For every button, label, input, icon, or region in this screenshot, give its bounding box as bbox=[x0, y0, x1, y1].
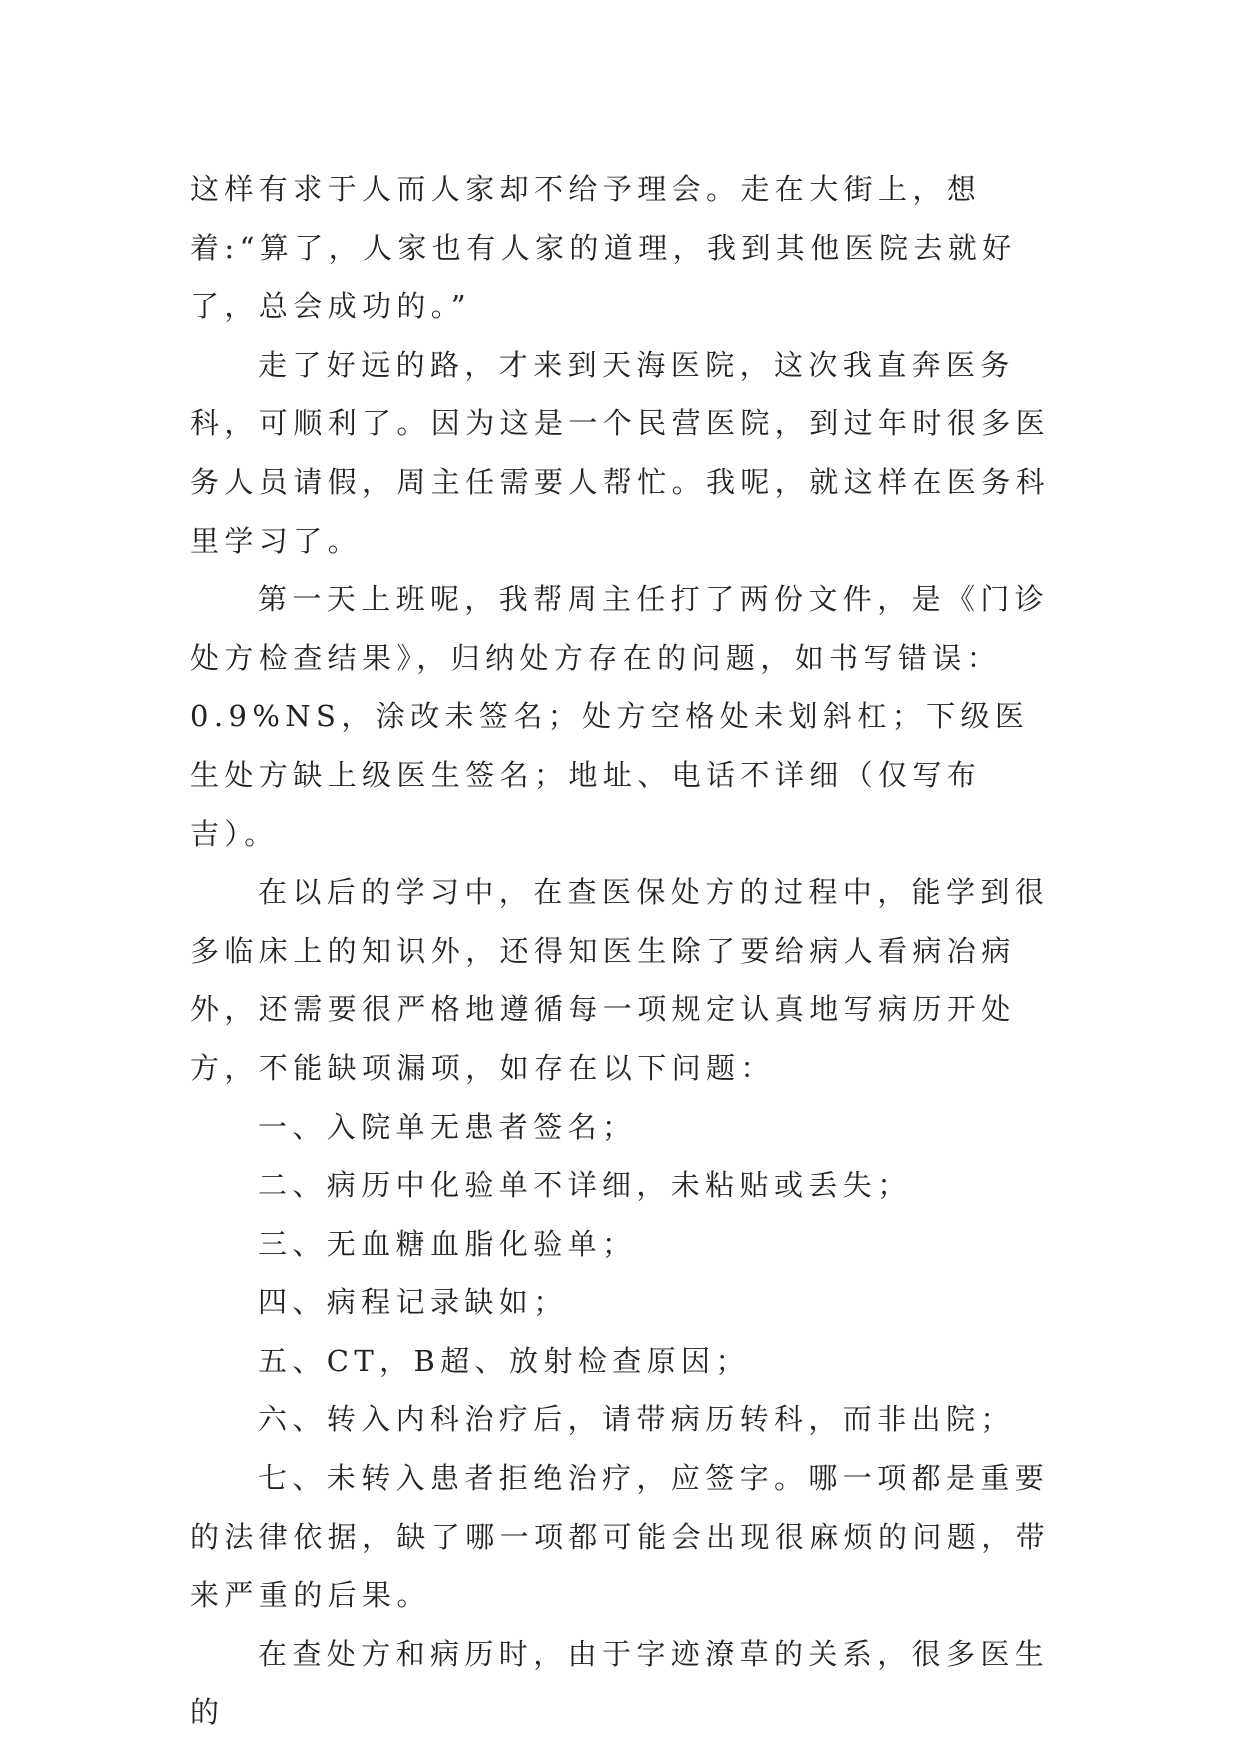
paragraph-handwriting: 在查处方和病历时，由于字迹潦草的关系，很多医生的 bbox=[190, 1636, 1050, 1730]
list-item-4: 四、病程记录缺如； bbox=[258, 1285, 568, 1320]
paragraph-first-day: 第一天上班呢，我帮周主任打了两份文件，是《门诊处方检查结果》，归纳处方存在的问题，如书写错误：0.9%NS，涂改未签名；处方空格处未划斜杠；下级医生处方缺上级医生签名；地址、电话不详细（仅写布吉）。 bbox=[190, 582, 1050, 851]
paragraph-continuation: 这样有求于人而人家却不给予理会。走在大街上，想着:“算了，人家也有人家的道理，我到其他医院去就好了，总会成功的。” bbox=[190, 172, 1017, 324]
paragraph-later-study: 在以后的学习中，在查医保处方的过程中，能学到很多临床上的知识外，还得知医生除了要给病人看病冶病外，还需要很严格地遵循每一项规定认真地写病历开处方，不能缺项漏项，如存在以下问题： bbox=[190, 875, 1050, 1085]
list-item-7: 七、未转入患者拒绝治疗，应签字。哪一项都是重要的法律依据，缺了哪一项都可能会出现很麻烦的问题，带来严重的后果。 bbox=[190, 1461, 1051, 1613]
document-body bbox=[190, 160, 1050, 1742]
list-item-1: 一、入院单无患者签名； bbox=[258, 1109, 637, 1144]
list-item-2: 二、病历中化验单不详细，未粘贴或丢失； bbox=[258, 1168, 912, 1203]
list-item-3: 三、无血糖血脂化验单； bbox=[258, 1226, 637, 1261]
paragraph-tianhai-hospital: 走了好远的路，才来到天海医院，这次我直奔医务科，可顺利了。因为这是一个民营医院，到过年时很多医务人员请假，周主任需要人帮忙。我呢，就这样在医务科里学习了。 bbox=[190, 347, 1051, 558]
list-item-5: 五、CT，B超、放射检查原因； bbox=[258, 1343, 750, 1378]
list-item-6: 六、转入内科治疗后，请带病历转科，而非出院； bbox=[258, 1402, 1015, 1437]
